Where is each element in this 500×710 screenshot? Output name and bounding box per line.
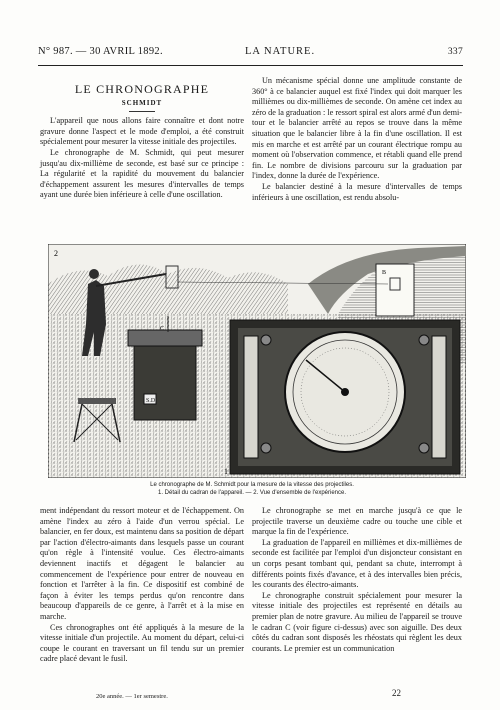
header-rule [38,65,463,66]
page-number: 337 [447,47,463,57]
paragraph: Le chronographe construit spécialement pour mesurer la vitesse initiale des projectiles est représenté en détails au premier plan de notre gravure. Au milieu de l'appareil se trouve le cadran C (voir figure ci-dessus) avec son aiguille. Des deux côtés du cadran sont disposés les rhéostats qui règlent les deux courants. Le premier est un communication [252,590,462,653]
figure-caption [40,481,464,497]
column-left-bottom [40,506,244,665]
paragraph: La graduation de l'appareil en millièmes et dix-millièmes de seconde est facilitée par l'emploi d'un disjoncteur consistant en un corps pesant tombant qui, pendant sa chute, interrompt à différents points fixés d'avance, et à des intervalles bien précis, les courants des électro-aimants. [252,537,462,590]
column-right-top [252,76,462,203]
chronograph-cabinet [128,316,202,420]
running-head [38,46,463,60]
figure-number-1: 1 [224,467,228,476]
issue-line: N° 987. — 30 AVRIL 1892. [38,46,163,57]
caption-line-2: 1. Détail du cadran de l'appareil. — 2. Vue d'ensemble de l'expérience. [158,490,346,496]
figure-label-B: B [382,270,387,276]
caption-line-1: Le chronographe de M. Schmidt pour la mesure de la vitesse des projectiles. [150,482,354,488]
paragraph: ment indépendant du ressort moteur et de l'échappement. On amène l'index au zéro à l'aide d'un verrou spécial. Le balancier, en fer doux, est maintenu dans sa position de départ par l'action d'électro-aimants dans lesquels passe un courant qu'on règle à l'intensité voulue. Ces électro-aimants deviennent inactifs et dégagent le balancier au commencement de l'expérience pour entrer de nouveau en fonction et l'arrêter à la fin. Ce dispositif est combiné de façon à éviter les temps perdus qu'on rencontre dans beaucoup d'appareils de ce genre, à l'arrêt et à la mise en marche. [40,506,244,621]
paragraph: Le chronographe de M. Schmidt, qui peut mesurer jusqu'au dix-millième de seconde, est basé sur ce principe : La régularité et la rapidité du mouvement du balancier d'échappement assurent les mesures d'intervalles de temps ayant une durée bien inférieure à celle d'une oscillation. [40,147,244,200]
column-left-top [40,84,244,201]
paragraph: Le chronographe se met en marche jusqu'à ce que le projectile traverse un deuxième cadre ou touche une cible et marque la fin de l'expérience. [252,506,462,537]
volume-footer: 20e année. — 1er semestre. [96,693,168,700]
article-author: SCHMIDT [121,98,163,107]
figure-number-2: 2 [54,249,58,258]
paragraph: L'appareil que nous allons faire connaître et dont notre gravure donne l'aspect et le mode d'emploi, a été construit spécialement pour mesurer la vitesse initiale des projectiles. [40,116,244,147]
journal-title: LA NATURE. [245,46,316,57]
svg-text:S.D: S.D [146,398,156,404]
title-rule [129,111,155,112]
article-title: LE CHRONOGRAPHE [74,82,210,96]
chronograph-illustration [48,244,466,478]
signature-number: 22 [392,688,401,698]
dial-detail-panel [230,320,460,474]
paragraph: Ces chronographes ont été appliqués à la mesure de la vitesse initiale d'un projectile. Au moment du départ, celui-ci coupe le courant en traversant un fil tendu sur un premier cadre placé devant le fusil. [40,622,244,664]
paragraph: Un mécanisme spécial donne une amplitude constante de 360° à ce balancier auquel est fixé l'index qui doit marquer les millièmes ou dix-millièmes de seconde. On amène cet index au zéro de la graduation : le ressort spiral est alors armé d'un demi-tour et le balancier arrêté au repos se trouve dans la même situation que le balancier libre à la fin d'une oscillation. Il est mis en marche et est arrêté par un courant électrique rompu au moment où l'observation commence, et rétabli quand elle prend fin. Le nombre de divisions parcouru sur la graduation par l'index, donne la durée de l'expérience. [252,76,462,181]
figure-label-C: C [160,326,165,332]
paragraph: Le balancier destiné à la mesure d'intervalles de temps inférieurs à une oscillation, est rendu absolu- [252,181,462,202]
engraving-figure [48,244,466,478]
column-right-bottom [252,506,462,654]
